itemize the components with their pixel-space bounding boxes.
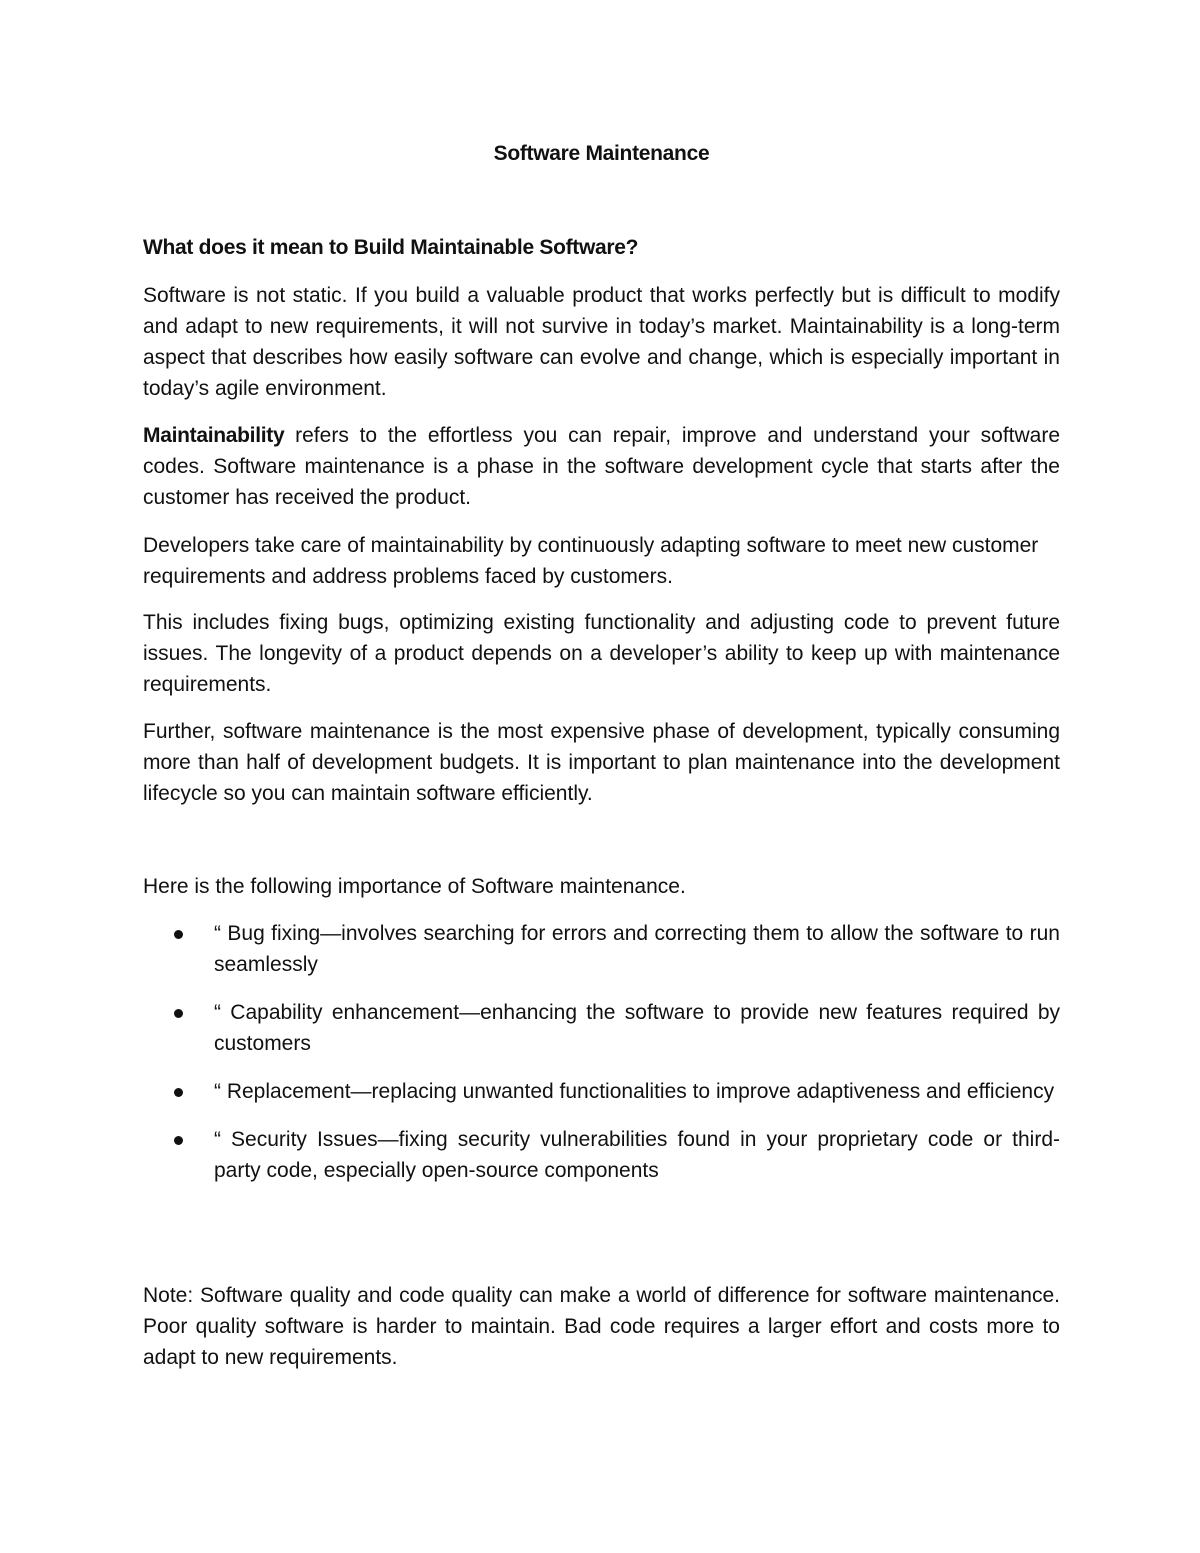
list-item-text: “ Capability enhancement—enhancing the software to provide new features required by customers bbox=[214, 1001, 1060, 1055]
maintainability-term: Maintainability bbox=[143, 424, 285, 447]
list-item-text: “ Bug fixing—involves searching for errors and correcting them to allow the software to run seamlessly bbox=[214, 922, 1060, 976]
paragraph-developers: Developers take care of maintainability by continuously adapting software to meet new customer requirements and address problems faced by customers. bbox=[143, 534, 1039, 588]
list-item-text: “ Security Issues—fixing security vulnerabilities found in your proprietary code or third-party code, especially open-source components bbox=[214, 1128, 1060, 1182]
bullet-icon bbox=[174, 1009, 183, 1018]
paragraph-expense: Further, software maintenance is the most expensive phase of development, typically consuming more than half of development budgets. It is important to plan maintenance into the development lifecycle so you can maintain software efficiently. bbox=[143, 720, 1060, 805]
list-intro: Here is the following importance of Software maintenance. bbox=[143, 875, 686, 898]
list-item bbox=[143, 1076, 1060, 1107]
paragraph-maintainability-definition bbox=[143, 420, 1060, 513]
note-paragraph: Note: Software quality and code quality can make a world of difference for software maintenance. Poor quality software is harder to maintain. Bad code requires a larger effort and costs more to adapt to new requirements. bbox=[143, 1284, 1060, 1369]
bullet-icon bbox=[174, 1088, 183, 1097]
importance-list bbox=[143, 918, 1060, 1203]
list-item bbox=[143, 1124, 1060, 1186]
document-title: Software Maintenance bbox=[493, 142, 710, 165]
list-item bbox=[143, 997, 1060, 1059]
bullet-icon bbox=[174, 1136, 183, 1145]
list-item-text: “ Replacement—replacing unwanted functionalities to improve adaptiveness and efficiency bbox=[214, 1080, 1055, 1103]
list-item bbox=[143, 918, 1060, 980]
paragraph-static-software: Software is not static. If you build a valuable product that works perfectly but is difficult to modify and adapt to new requirements, it will not survive in today’s market. Maintainability is a long-term aspect that describes how easily software can evolve and change, which is especially important in today’s agile environment. bbox=[143, 284, 1060, 400]
section-heading: What does it mean to Build Maintainable Software? bbox=[143, 236, 639, 259]
bullet-icon bbox=[174, 930, 183, 939]
paragraph-fixing-bugs: This includes fixing bugs, optimizing existing functionality and adjusting code to prevent future issues. The longevity of a product depends on a developer’s ability to keep up with maintenance requirements. bbox=[143, 611, 1060, 696]
maintainability-definition-text: refers to the effortless you can repair, improve and understand your software codes. Software maintenance is a phase in the software development cycle that starts after the customer has received the product. bbox=[143, 424, 1060, 509]
